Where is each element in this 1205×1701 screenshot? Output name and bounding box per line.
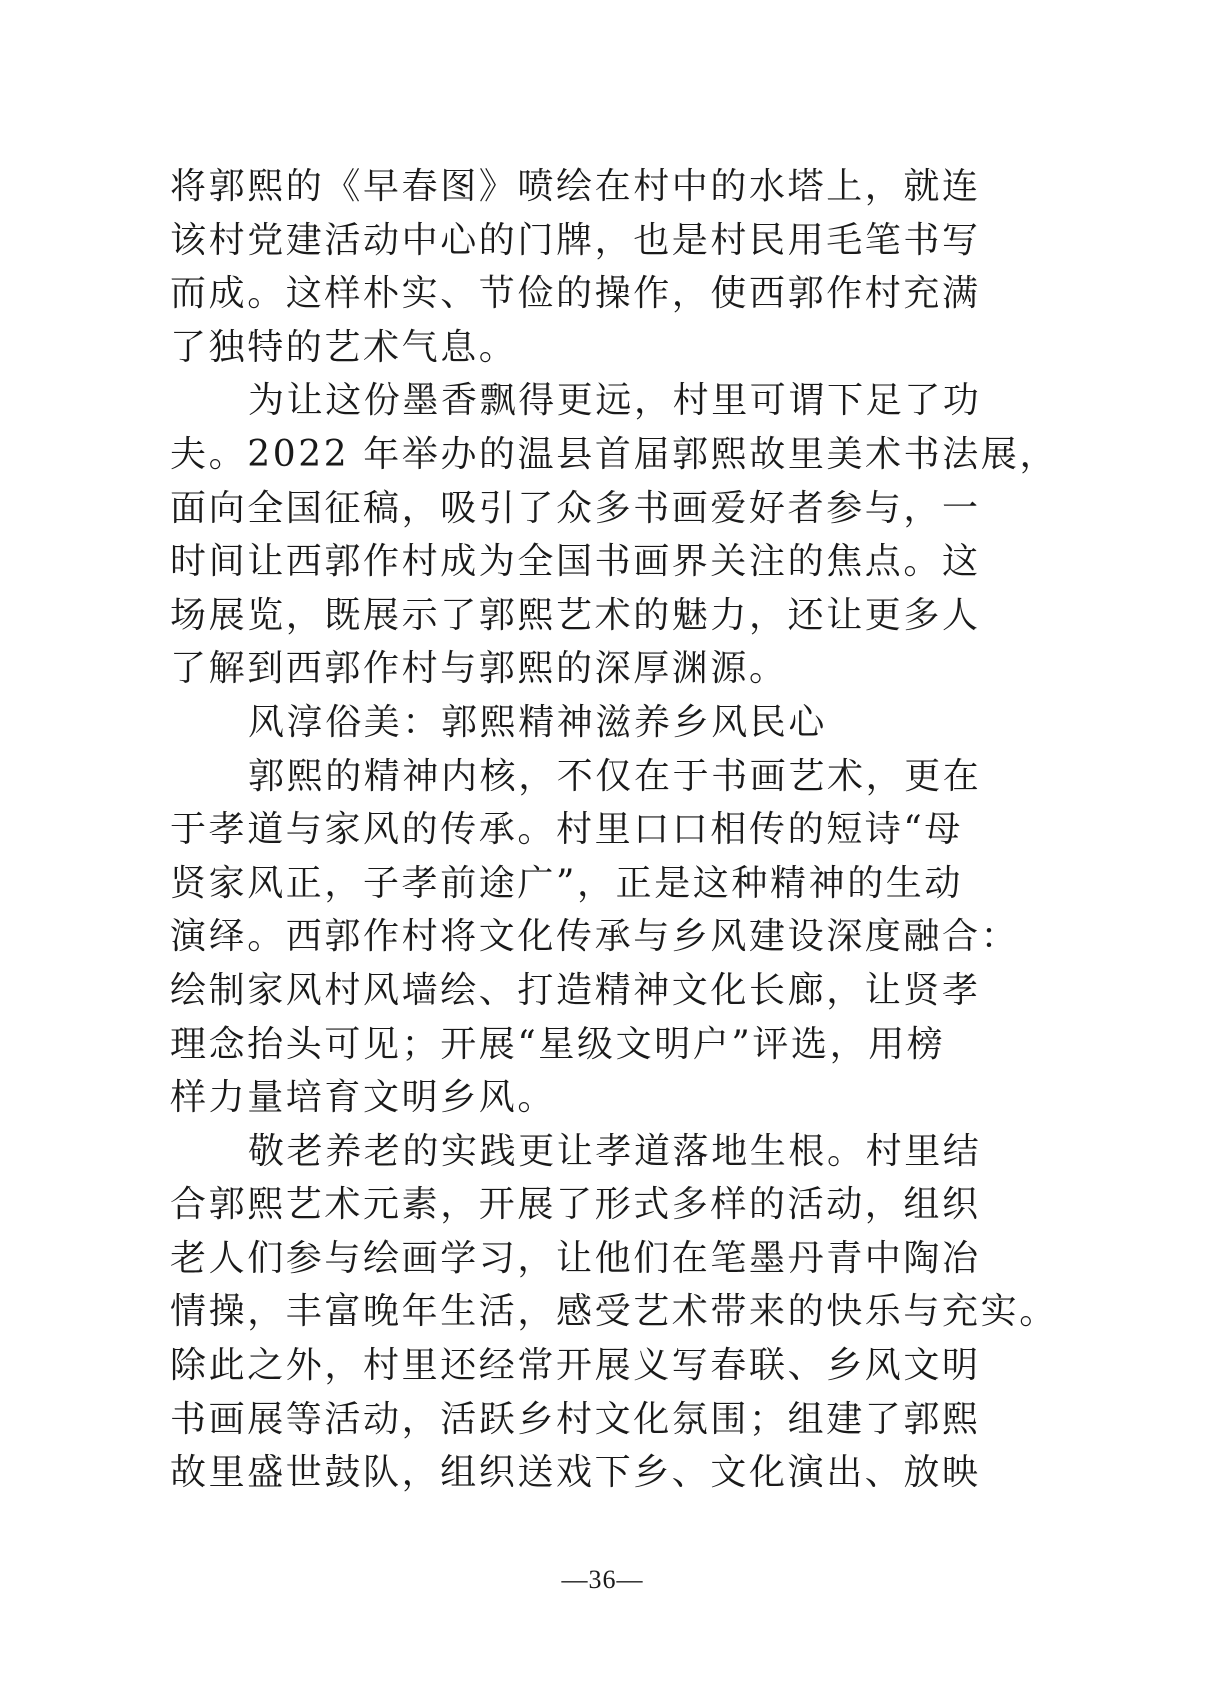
text-line: 敬老养老的实践更让孝道落地生根。村里结	[248, 1130, 982, 1172]
page-number: —36—	[561, 1565, 644, 1594]
text-line: 而成。这样朴实、节俭的操作，使西郭作村充满	[170, 273, 981, 315]
text-line: 为让这份墨香飘得更远，村里可谓下足了功	[248, 380, 982, 422]
text-line: 于孝道与家风的传承。村里口口相传的短诗“母	[170, 809, 964, 851]
text-line: 了独特的艺术气息。	[170, 326, 518, 368]
text-line: 时间让西郭作村成为全国书画界关注的焦点。这	[170, 541, 981, 583]
text-line: 该村党建活动中心的门牌，也是村民用毛笔书写	[170, 219, 981, 261]
text-line: 情操，丰富晚年生活，感受艺术带来的快乐与充实。	[170, 1291, 1058, 1333]
text-line: 样力量培育文明乡风。	[170, 1077, 557, 1119]
text-line: 场展览，既展示了郭熙艺术的魅力，还让更多人	[170, 594, 981, 636]
text-line: 老人们参与绘画学习，让他们在笔墨丹青中陶冶	[170, 1237, 981, 1279]
text-line: 除此之外，村里还经常开展义写春联、乡风文明	[170, 1345, 981, 1387]
body-text	[170, 160, 1059, 1500]
section-heading: 风淳俗美：郭熙精神滋养乡风民心	[248, 701, 828, 743]
text-line: 夫。2022 年举办的温县首届郭熙故里美术书法展，	[170, 433, 1059, 475]
text-line: 合郭熙艺术元素，开展了形式多样的活动，组织	[170, 1184, 981, 1226]
text-line: 演绎。西郭作村将文化传承与乡风建设深度融合：	[170, 916, 1020, 958]
text-line: 贤家风正，子孝前途广”，正是这种精神的生动	[170, 862, 964, 904]
text-line: 了解到西郭作村与郭熙的深厚渊源。	[170, 648, 788, 690]
text-line: 理念抬头可见；开展“星级文明户”评选，用榜	[170, 1023, 946, 1065]
text-line: 书画展等活动，活跃乡村文化氛围；组建了郭熙	[170, 1398, 981, 1440]
text-line: 郭熙的精神内核，不仅在于书画艺术，更在	[248, 755, 982, 797]
text-line: 将郭熙的《早春图》喷绘在村中的水塔上，就连	[170, 166, 981, 207]
text-line: 绘制家风村风墙绘、打造精神文化长廊，让贤孝	[170, 969, 981, 1011]
text-line: 面向全国征稿，吸引了众多书画爱好者参与，一	[170, 487, 981, 529]
text-line: 故里盛世鼓队，组织送戏下乡、文化演出、放映	[170, 1452, 981, 1494]
